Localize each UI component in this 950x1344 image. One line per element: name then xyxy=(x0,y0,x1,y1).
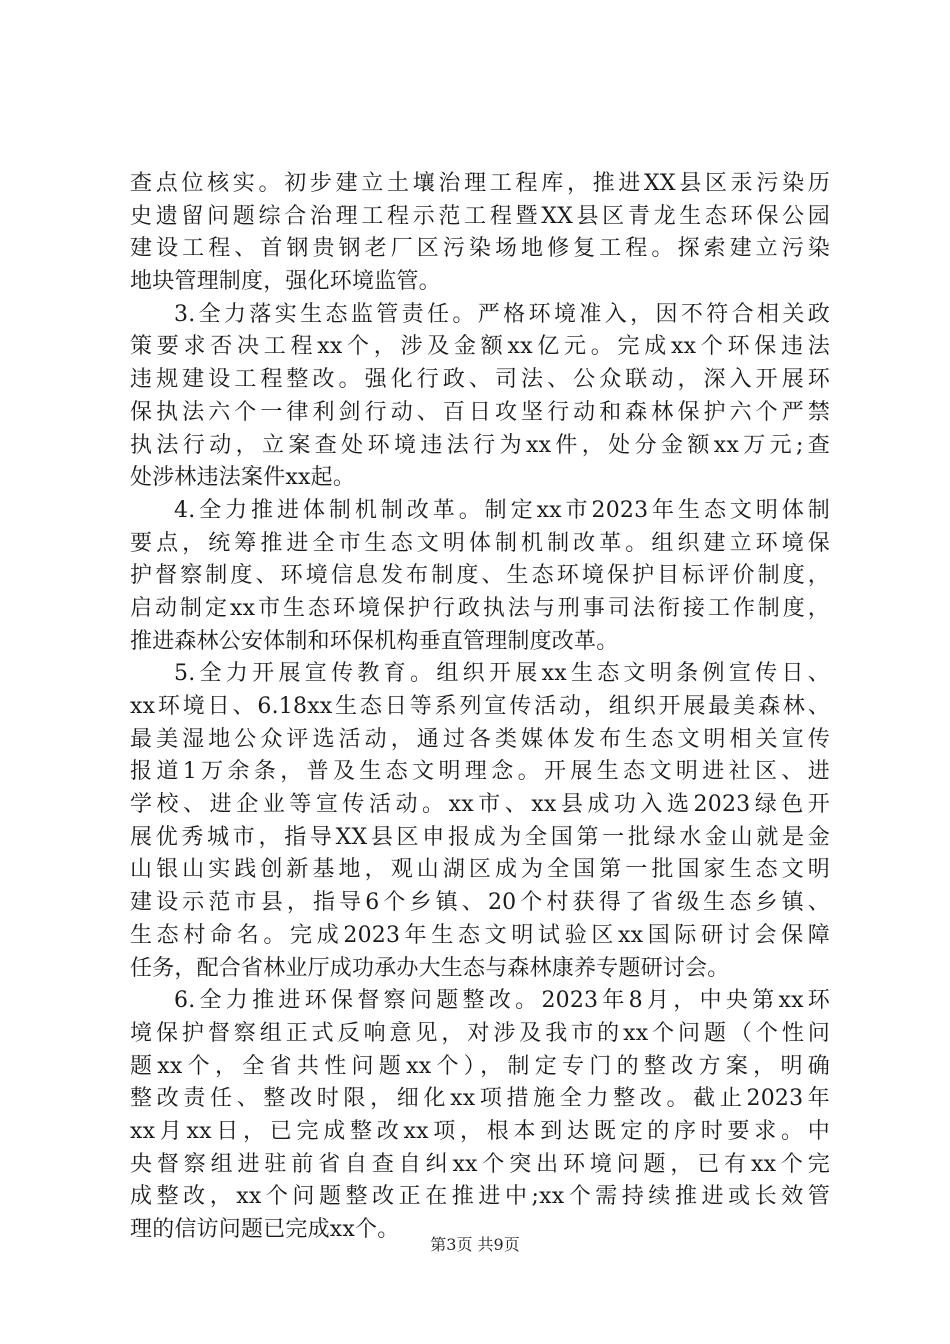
text-line: 查点位核实。初步建立土壤治理工程库，推进XX县区汞污染历 xyxy=(130,171,830,196)
text-line: 展优秀城市，指导XX县区申报成为全国第一批绿水金山就是金 xyxy=(130,824,830,850)
text-line: 学校、进企业等宣传活动。xx市、xx县成功入选2023绿色开 xyxy=(130,792,830,818)
text-line: 山银山实践创新基地，观山湖区成为全国第一批国家生态文明 xyxy=(130,857,830,883)
text-line: 央督察组进驻前省自查自纠xx个突出环境问题，已有xx个完 xyxy=(130,1151,830,1177)
text-line: 最美湿地公众评选活动，通过各类媒体发布生态文明相关宣传 xyxy=(130,726,830,752)
text-line: 策要求否决工程xx个，涉及金额xx亿元。完成xx个环保违法 xyxy=(130,334,830,360)
text-line: 生态村命名。完成2023年生态文明试验区xx国际研讨会保障 xyxy=(130,922,830,948)
text-line: 建设示范市县，指导6个乡镇、20个村获得了省级生态乡镇、 xyxy=(130,890,830,916)
page-footer: 第3页 共9页 xyxy=(430,1235,520,1254)
text-line: 题xx个，全省共性问题xx个），制定专门的整改方案，明确 xyxy=(130,1053,830,1079)
text-line: 任务，配合省林业厅成功承办大生态与森林康养专题研讨会。 xyxy=(130,955,730,981)
text-line: 史遗留问题综合治理工程示范工程暨XX县区青龙生态环保公园 xyxy=(130,203,830,229)
text-line: 地块管理制度，强化环境监管。 xyxy=(130,269,441,295)
text-line: 理的信访问题已完成xx个。 xyxy=(130,1217,400,1242)
text-line: 成整改，xx个问题整改正在推进中;xx个需持续推进或长效管 xyxy=(130,1184,830,1210)
text-line: 护督察制度、环境信息发布制度、生态环境保护目标评价制度， xyxy=(130,563,830,589)
text-line: 违规建设工程整改。强化行政、司法、公众联动，深入开展环 xyxy=(130,367,830,393)
text-line: 处涉林违法案件xx起。 xyxy=(130,465,356,491)
text-line: 报道1万余条，普及生态文明理念。开展生态文明进社区、进 xyxy=(130,759,830,785)
document-body xyxy=(130,168,830,1247)
text-line: xx环境日、6.18xx生态日等系列宣传活动，组织开展最美森林、 xyxy=(130,694,830,719)
paragraph-first-line: 6.全力推进环保督察问题整改。2023年8月，中央第xx环 xyxy=(174,988,830,1014)
paragraph-first-line: 3.全力落实生态监管责任。严格环境准入，因不符合相关政 xyxy=(174,301,830,327)
paragraph-first-line: 5.全力开展宣传教育。组织开展xx生态文明条例宣传日、 xyxy=(174,661,830,687)
text-line: 建设工程、首钢贵钢老厂区污染场地修复工程。探索建立污染 xyxy=(130,236,830,262)
paragraph-first-line: 4.全力推进体制机制改革。制定xx市2023年生态文明体制 xyxy=(174,497,830,523)
text-line: 执法行动，立案查处环境违法行为xx件，处分金额xx万元;查 xyxy=(130,432,830,458)
text-line: 推进森林公安体制和环保机构垂直管理制度改革。 xyxy=(130,628,619,654)
text-line: 境保护督察组正式反响意见，对涉及我市的xx个问题（个性问 xyxy=(130,1020,830,1046)
text-line: 启动制定xx市生态环境保护行政执法与刑事司法衔接工作制度， xyxy=(130,595,830,621)
text-line: xx月xx日，已完成整改xx项，根本到达既定的序时要求。中 xyxy=(130,1118,830,1144)
text-line: 要点，统筹推进全市生态文明体制机制改革。组织建立环境保 xyxy=(130,530,830,556)
text-line: 保执法六个一律利剑行动、百日攻坚行动和森林保护六个严禁 xyxy=(130,399,830,425)
text-line: 整改责任、整改时限，细化xx项措施全力整改。截止2023年 xyxy=(130,1086,830,1112)
